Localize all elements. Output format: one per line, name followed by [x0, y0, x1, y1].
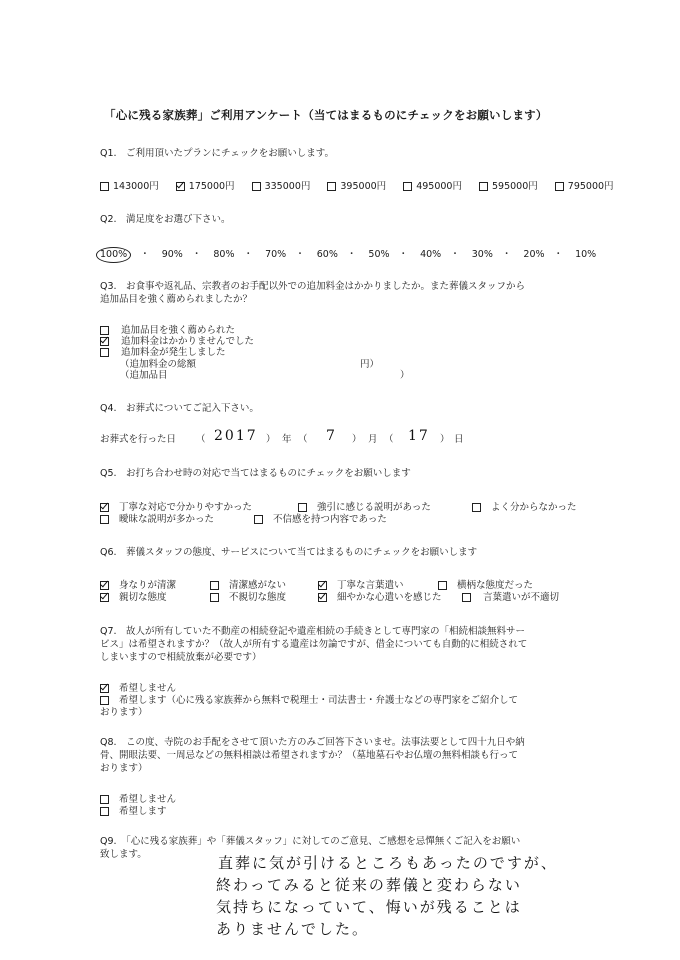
paren-open: （ [384, 434, 394, 445]
checkbox[interactable] [252, 182, 261, 191]
q7-option-continued: おります） [100, 707, 148, 718]
q7-option[interactable]: 希望します（心に残る家族葬から無料で税理士・司法書士・弁護士などの専門家をご紹介して [100, 695, 518, 707]
q5-option[interactable]: 曖昧な説明が多かった [100, 514, 214, 526]
q8-question-line: 骨、開眼法要、一周忌などの無料相談は希望されますか？（墓地墓石やお仏壇の無料相談も行って [100, 750, 519, 761]
q3-question-line: 追加品目を強く薦められましたか？ [100, 294, 253, 305]
q1-question: Q1. ご利用頂いたプランにチェックをお願いします。 [100, 148, 334, 159]
q2-option[interactable]: 60% [316, 249, 338, 260]
checkbox-checked[interactable] [100, 503, 109, 512]
checkbox[interactable] [210, 593, 219, 602]
q8-question-line: Q8. この度、寺院のお手配をさせて頂いた方のみご回答下さいませ。法事法要として四十九日や納 [100, 737, 525, 748]
q5-question: Q5. お打ち合わせ時の対応で当てはまるものにチェックをお願いします [100, 468, 411, 479]
q9-answer-line[interactable]: 気持ちになっていて、悔いが残ることは [216, 898, 522, 916]
q9-question-line: 致します。 [100, 849, 147, 860]
q4-day-value[interactable]: 17 [408, 428, 430, 444]
q8-question-line: おります） [100, 763, 148, 774]
q6-option[interactable]: 不親切な態度 [210, 592, 286, 604]
q5-option[interactable]: 丁寧な対応で分かりやすかった [100, 502, 252, 514]
checkbox-checked[interactable] [176, 182, 185, 191]
q4-question: Q4. お葬式についてご記入下さい。 [100, 403, 259, 414]
q3-total-suffix: 円） [360, 359, 380, 370]
checkbox-checked[interactable] [100, 593, 109, 602]
separator-dot: ・ [295, 249, 305, 260]
checkbox[interactable] [100, 795, 109, 804]
q9-answer-line[interactable]: 終わってみると従来の葬儀と変わらない [216, 876, 522, 894]
q3-option[interactable]: 追加料金が発生しました [100, 347, 226, 359]
q8-option[interactable]: 希望しません [100, 794, 176, 806]
q7-question-line: Q7. 故人が所有していた不動産の相続登記や遺産相続の手続きとして専門家の「相続相談無料サー [100, 626, 526, 637]
paren-close: ） [352, 434, 362, 445]
q3-total-label: （追加料金の総額 [120, 359, 197, 370]
separator-dot: ・ [140, 249, 150, 260]
checkbox[interactable] [462, 593, 471, 602]
q9-answer-line[interactable]: 直葬に気が引けるところもあったのですが、 [218, 854, 558, 872]
q6-question: Q6. 葬儀スタッフの態度、サービスについて当てはまるものにチェックをお願いします [100, 547, 478, 558]
checkbox[interactable] [438, 581, 447, 590]
q4-date-label: お葬式を行った日 [100, 434, 177, 445]
q6-option[interactable]: 細やかな心遣いを感じた [318, 592, 442, 604]
q6-option[interactable]: 身なりが清潔 [100, 580, 176, 592]
q2-option[interactable]: 70% [265, 249, 287, 260]
checkbox[interactable] [210, 581, 219, 590]
q1-option[interactable]: 395000円 [327, 181, 386, 193]
q2-option[interactable]: 10% [575, 249, 597, 260]
q3-items-suffix: ） [400, 370, 410, 381]
q3-option[interactable]: 追加料金はかかりませんでした [100, 336, 254, 348]
q1-option[interactable]: 143000円 [100, 181, 159, 193]
checkbox[interactable] [472, 503, 481, 512]
q2-option[interactable]: 80% [213, 249, 235, 260]
q6-option[interactable]: 横柄な態度だった [438, 580, 533, 592]
q1-option[interactable]: 795000円 [555, 181, 614, 193]
q8-option[interactable]: 希望します [100, 806, 167, 818]
q9-question-line: Q9. 「心に残る家族葬」や「葬儀スタッフ」に対してのご意見、ご感想を忌憚無くご記入をお願い [100, 836, 521, 847]
q6-option[interactable]: 言葉遣いが不適切 [462, 592, 559, 604]
checkbox-checked[interactable] [100, 581, 109, 590]
separator-dot: ・ [501, 249, 512, 260]
day-unit: 日 [454, 434, 464, 445]
q2-option[interactable]: 30% [471, 249, 493, 260]
paren-open: （ [298, 434, 308, 445]
q6-option[interactable]: 丁寧な言葉遣い [318, 580, 404, 592]
paren-close: ） [266, 434, 276, 445]
checkbox[interactable] [100, 182, 109, 191]
checkbox-checked[interactable] [318, 593, 327, 602]
checkbox[interactable] [254, 515, 263, 524]
checkbox[interactable] [100, 807, 109, 816]
q5-option[interactable]: 不信感を持つ内容であった [254, 514, 387, 526]
checkbox[interactable] [100, 696, 109, 705]
q7-option[interactable]: 希望しません [100, 683, 176, 695]
q3-option[interactable]: 追加品目を強く薦められた [100, 325, 235, 337]
separator-dot: ・ [191, 249, 202, 260]
q2-option[interactable]: 40% [420, 249, 442, 260]
q3-question-line: Q3. お食事や返礼品、宗教者のお手配以外での追加料金はかかりましたか。また葬儀スタッフから [100, 281, 526, 292]
q2-options [100, 247, 596, 263]
q4-year-value[interactable]: 2017 [214, 428, 258, 444]
q1-option[interactable]: 495000円 [403, 181, 462, 193]
checkbox[interactable] [100, 515, 109, 524]
q3-items-label: （追加品目 [120, 370, 168, 381]
q1-option[interactable]: 175000円 [176, 181, 235, 193]
checkbox-checked[interactable] [100, 684, 109, 693]
separator-dot: ・ [450, 249, 460, 260]
q2-option[interactable]: 90% [161, 249, 183, 260]
month-unit: 月 [368, 434, 378, 445]
q1-option[interactable]: 595000円 [479, 181, 538, 193]
checkbox-checked[interactable] [318, 581, 327, 590]
separator-dot: ・ [346, 249, 357, 260]
q2-option[interactable]: 20% [523, 249, 545, 260]
q2-option[interactable]: 50% [368, 249, 390, 260]
q6-option[interactable]: 清潔感がない [210, 580, 286, 592]
q1-option[interactable]: 335000円 [252, 181, 311, 193]
paren-open: （ [196, 434, 206, 445]
checkbox-checked[interactable] [100, 337, 109, 346]
paren-close: ） [440, 434, 450, 445]
page-title: 「心に残る家族葬」ご利用アンケート（当てはまるものにチェックをお願いします） [104, 108, 548, 122]
separator-dot: ・ [243, 249, 254, 260]
q9-answer-line[interactable]: ありませんでした。 [216, 920, 370, 938]
q4-month-value[interactable]: 7 [326, 428, 337, 444]
q7-question-line: ビス」は希望されますか？（故人が所有する遺産は勿論ですが、借金についても自動的に相続されて [100, 639, 528, 650]
separator-dot: ・ [398, 249, 409, 260]
checkbox[interactable] [479, 182, 488, 191]
q5-option[interactable]: 強引に感じる説明があった [298, 502, 431, 514]
checkbox[interactable] [327, 182, 336, 191]
q6-option[interactable]: 親切な態度 [100, 592, 167, 604]
q2-question: Q2. 満足度をお選び下さい。 [100, 214, 231, 225]
checkbox[interactable] [100, 348, 109, 357]
separator-dot: ・ [553, 249, 564, 260]
checkbox[interactable] [298, 503, 307, 512]
checkbox[interactable] [403, 182, 412, 191]
year-unit: 年 [282, 434, 292, 445]
q1-options [100, 181, 614, 195]
q7-question-line: しまいますので相続放棄が必要です） [100, 652, 262, 663]
checkbox[interactable] [555, 182, 564, 191]
q5-option[interactable]: よく分からなかった [472, 502, 577, 514]
q2-option-selected[interactable]: 100% [96, 247, 131, 263]
